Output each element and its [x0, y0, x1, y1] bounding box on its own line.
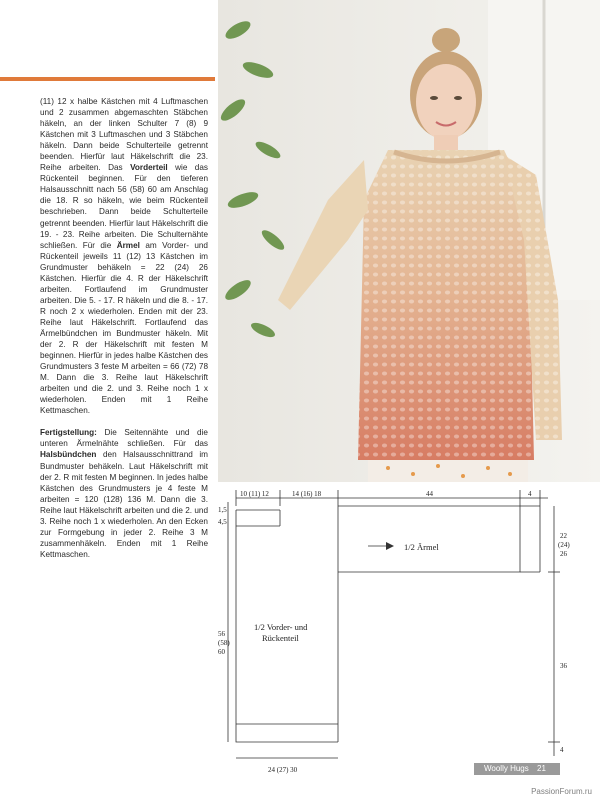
dim-left-60: 60 — [218, 648, 225, 656]
bold-term: Vorderteil — [130, 163, 168, 173]
dim-right-36: 36 — [560, 662, 567, 670]
page-footer — [474, 763, 560, 775]
dim-top-mid: 14 (16) 18 — [292, 490, 322, 498]
dim-right-22: 22 — [560, 532, 567, 540]
text-run: am Vorder- und Rückenteil jeweils 11 (12) 13 Kästchen im Grundmuster behäkeln = 22 (24) 26 Kästchen. Hierfür die 4. R der Häkelschrift arbeiten. Fortlaufend im Grundmuster arbeiten. Die 5. - 17. R häkeln und die 8. - 17. R noch 2 x wiederholen. Enden mit der 23. Reihe laut Häkelschrift. Fortlaufend das Ärmelbündchen im Bundmuster häkeln. Mit der 2. R der Häkelschrift mit festen M beginnen. Hierfür in jedes halbe Kästchen des Grundmusters 3 feste M arbeiten = 66 (72) 78 M. Dann die 3. Reihe laut Häkelschrift arbeiten und die 2. und 3. Reihe noch 1 x wiederholen. Enden mit 1 Reihe Kettmaschen. — [40, 240, 208, 416]
dim-right-4: 4 — [560, 746, 564, 754]
garment-schematic — [218, 484, 600, 780]
body-label-line2: Rückenteil — [262, 633, 299, 643]
sleeve-label: 1/2 Ärmel — [404, 542, 439, 552]
finishing-paragraph — [40, 427, 208, 560]
dim-left-4-5: 4,5 — [218, 518, 227, 526]
dim-top-right: 4 — [528, 490, 532, 498]
instruction-paragraph — [40, 96, 208, 416]
dim-top-left: 10 (11) 12 — [240, 490, 269, 498]
bold-term: Ärmel — [116, 240, 140, 250]
instruction-text — [40, 96, 208, 571]
text-run: Die Seitennähte und die unteren Ärmelnähte schließen. Für das — [40, 428, 208, 449]
model-photo — [218, 0, 600, 482]
watermark: PassionForum.ru — [531, 787, 592, 796]
body-label-line1: 1/2 Vorder- und — [254, 622, 308, 632]
accent-rule — [0, 77, 215, 81]
text-run: (11) 12 x halbe Kästchen mit 4 Luftmaschen und 2 zusammen abgemaschten Stäbchen häkeln, an der linken Schulter 7 (8) 9 Kästchen mit 3 Luftmaschen und 3 Stäbchen häkeln. Dann beide Schulterteile getrennt beenden. Hierfür laut Häkelschrift die 23. Reihe arbeiten. Das — [40, 97, 208, 173]
magazine-name: Woolly Hugs — [484, 764, 529, 773]
bold-term: Halsbündchen — [40, 450, 97, 460]
dim-bottom: 24 (27) 30 — [268, 766, 298, 774]
dim-left-56: 56 — [218, 630, 225, 638]
text-run: den Halsausschnittrand im Bundmuster behäkeln. Laut Häkelschrift mit der 2. R mit festen M beginnen. In jedes halbe Kästchen des Grundmusters je 4 feste M arbeiten = 120 (128) 136 M. Dann die 3. Reihe laut Häkelschrift arbeiten und die 2. und 3. Reihe noch 1 x wiederholen. An den Ecken zur Formgebung in jeder 2. Reihe 3 M zusammenhäkeln. Enden mit 1 Reihe Kettmaschen. — [40, 450, 208, 559]
dim-right-26: 26 — [560, 550, 567, 558]
text-run: wie das Rückenteil beginnen. Für den tieferen Halsausschnitt nach 56 (58) 60 am Anschlag die 18. R so häkeln, wie beim Rückenteil beschrieben. Dann beide Schulterteile getrennt beenden. Hierfür laut Häkelschrift die 19. - 23. Reihe arbeiten. Die Schulternähte schließen. Für die — [40, 163, 208, 250]
dim-left-58: (58) — [218, 639, 230, 647]
dim-top-sleeve: 44 — [426, 490, 433, 498]
dim-right-24: (24) — [558, 541, 570, 549]
dim-left-1-5: 1,5 — [218, 506, 227, 514]
bold-term: Fertigstellung: — [40, 428, 97, 438]
page-number: 21 — [537, 764, 546, 773]
